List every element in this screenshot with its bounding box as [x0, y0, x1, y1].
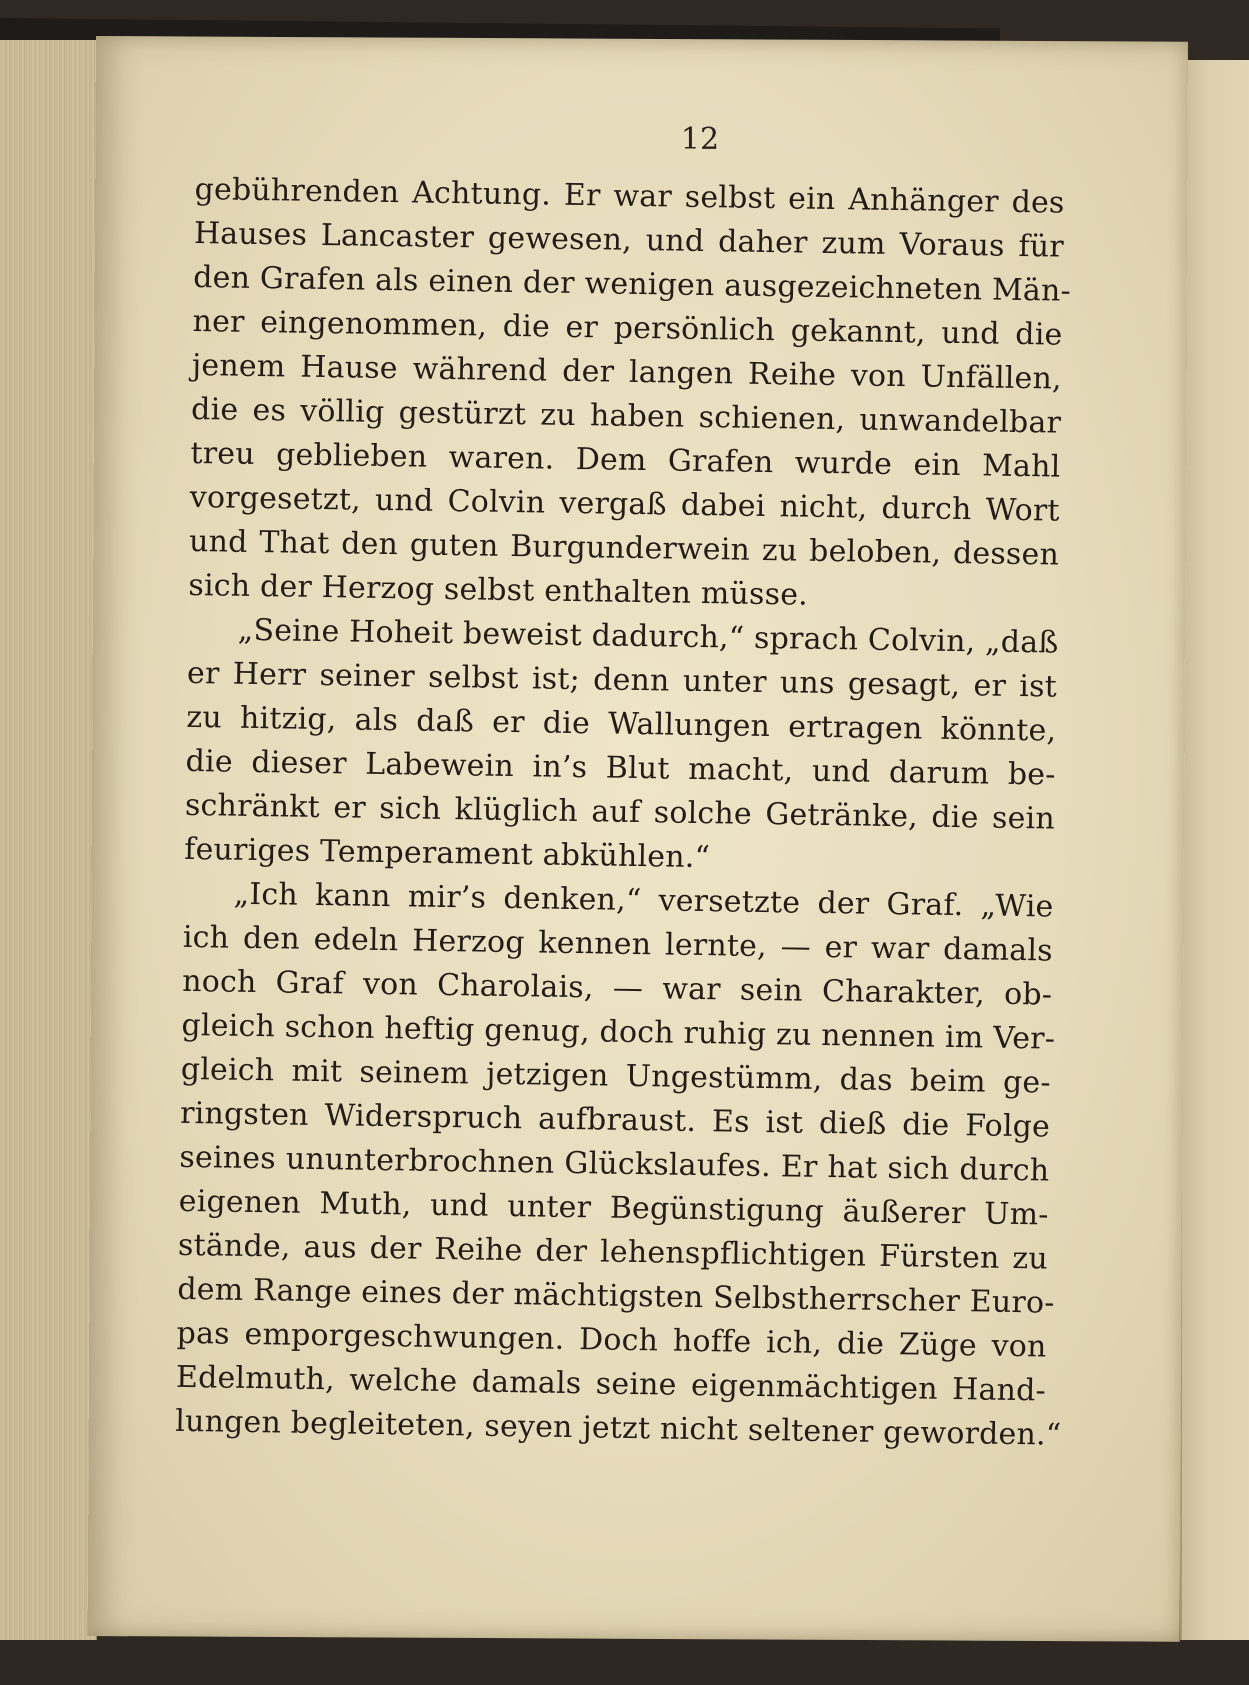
- text-line: „Seine Hoheit beweist dadurch,“ sprach Colvin, „daß: [237, 612, 1059, 661]
- page-number: 12: [680, 122, 720, 157]
- facing-page-edge: [1180, 60, 1249, 1640]
- text-line: und That den guten Burgunderwein zu beloben, dessen: [188, 523, 1060, 573]
- text-line: ner eingenommen, die er persönlich gekannt, und die: [192, 303, 1063, 353]
- text-line: Edelmuth, welche damals seine eigenmächtigen Hand-: [175, 1359, 1047, 1409]
- text-line: schränkt er sich klüglich auf solche Getränke, die sein: [184, 787, 1056, 837]
- text-line: gleich mit seinem jetzigen Ungestümm, das beim ge-: [180, 1051, 1052, 1101]
- text-line: treu geblieben waren. Dem Grafen wurde ein Mahl: [190, 435, 1061, 485]
- body-text: [175, 168, 1072, 1458]
- text-line: noch Graf von Charolais, — war sein Charakter, ob-: [181, 963, 1053, 1013]
- text-line: stände, aus der Reihe der lehenspflichtigen Fürsten zu: [177, 1227, 1049, 1277]
- text-line: Hauses Lancaster gewesen, und daher zum Voraus für: [193, 215, 1065, 265]
- text-line: seines ununterbrochnen Glückslaufes. Er hat sich durch: [179, 1139, 1050, 1189]
- text-line: gleich schon heftig genug, doch ruhig zu nennen im Ver-: [181, 1007, 1056, 1057]
- text-line: zu hitzig, als daß er die Wallungen ertragen könnte,: [186, 699, 1057, 749]
- text-line: die dieser Labewein in’s Blut macht, und darum be-: [185, 743, 1056, 793]
- text-line: eigenen Muth, und unter Begünstigung äußerer Um-: [178, 1183, 1049, 1233]
- text-line: er Herr seiner selbst ist; denn unter uns gesagt, er ist: [186, 655, 1058, 705]
- text-line: dem Range eines der mächtigsten Selbstherrscher Euro-: [177, 1271, 1055, 1321]
- text-line: lungen begleiteten, seyen jetzt nicht seltener geworden.“: [175, 1403, 1062, 1453]
- text-line: jenem Hause während der langen Reihe von Unfällen,: [191, 347, 1063, 397]
- text-line: pas emporgeschwungen. Doch hoffe ich, die Züge von: [176, 1315, 1047, 1365]
- text-line: den Grafen als einen der wenigen ausgezeichneten Män-: [193, 259, 1072, 309]
- page-edges-left: [0, 40, 97, 1640]
- text-line: die es völlig gestürzt zu haben schienen, unwandelbar: [190, 391, 1062, 441]
- text-line: ich den edeln Herzog kennen lernte, — er war damals: [182, 919, 1054, 969]
- text-line: feuriges Temperament abkühlen.“: [184, 831, 711, 876]
- text-line: vorgesetzt, und Colvin vergaß dabei nicht, durch Wort: [189, 479, 1060, 529]
- text-line: sich der Herzog selbst enthalten müsse.: [188, 567, 809, 613]
- text-line: „Ich kann mir’s denken,“ versetzte der Graf. „Wie: [233, 876, 1054, 925]
- text-line: gebührenden Achtung. Er war selbst ein Anhänger des: [194, 171, 1065, 221]
- text-line: ringsten Widerspruch aufbraust. Es ist dieß die Folge: [179, 1095, 1051, 1145]
